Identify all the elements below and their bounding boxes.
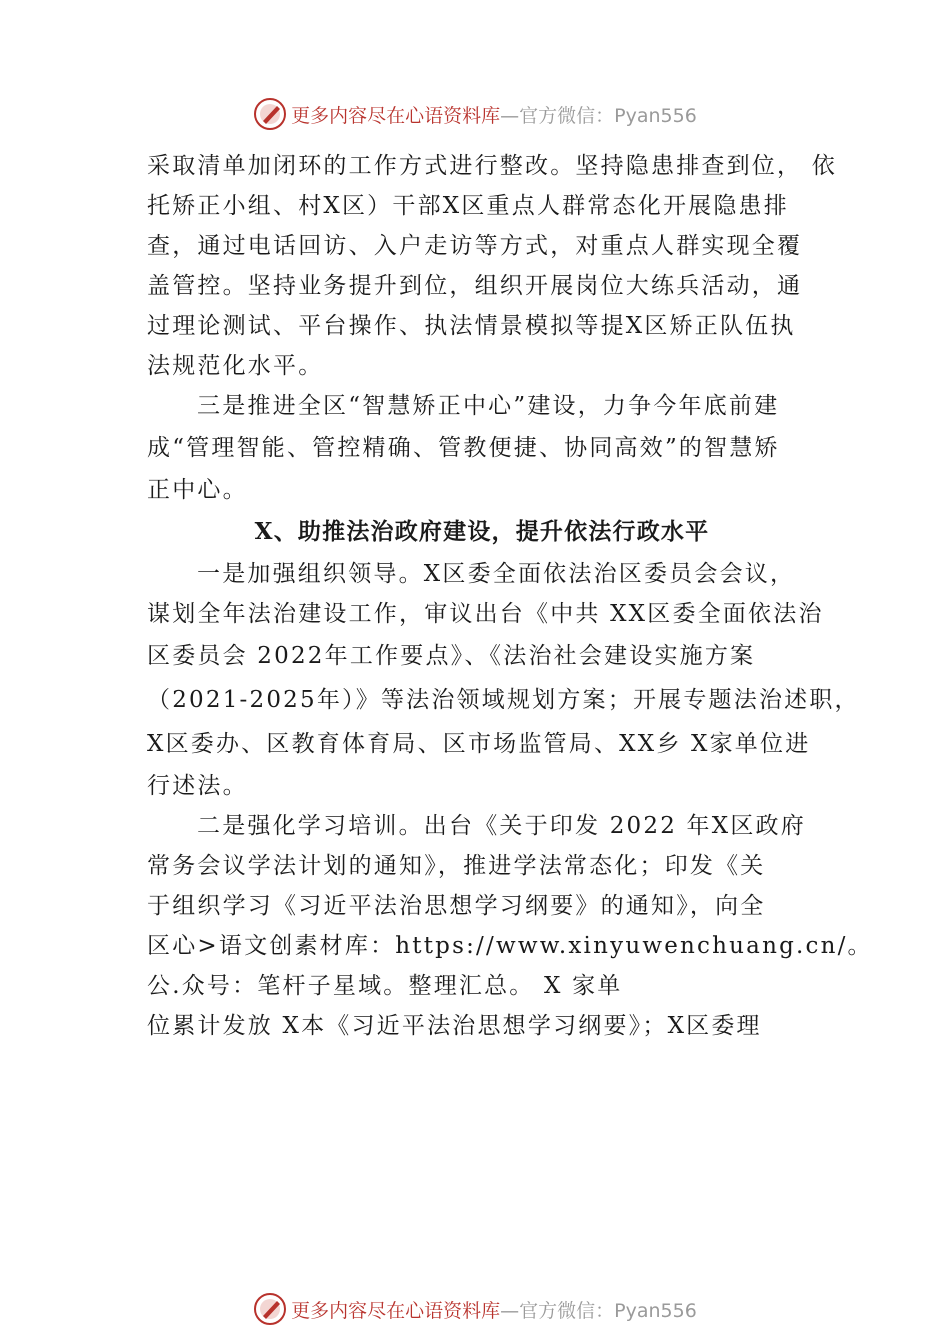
text-line: 查，通过电话回访、入户走访等方式，对重点人群实现全覆 — [147, 233, 803, 259]
text-line: 一是加强组织领导。X区委全面依法治区委员会会议， — [197, 561, 796, 587]
text-line: 谋划全年法治建设工作，审议出台《中共 XX区委全面依法治 — [147, 601, 824, 627]
text-line: 托矫正小组、村X区）干部X区重点人群常态化开展隐患排 — [147, 193, 789, 219]
banner-brand: 更多内容尽在心语资料库 — [291, 1299, 501, 1322]
text-line: 区委员会 2022年工作要点》、《法治社会建设实施方案 — [147, 643, 756, 669]
text-line: 于组织学习《习近平法治思想学习纲要》的通知》，向全 — [147, 893, 766, 919]
text-line: 过理论测试、平台操作、执法情景模拟等提X区矫正队伍执 — [147, 313, 796, 339]
text-line: 三是推进全区“智慧矫正中心”建设，力争今年底前建 — [197, 393, 780, 419]
text-line: 行述法。 — [147, 773, 248, 799]
text-line: 区心>语文创素材库：https://www.xinyuwenchuang.cn/。 — [147, 933, 873, 959]
text-line: 采取清单加闭环的工作方式进行整改。坚持隐患排查到位， 依 — [147, 153, 837, 179]
text-line: 二是强化学习培训。出台《关于印发 2022 年X区政府 — [197, 813, 806, 839]
section-heading: X、助推法治政府建设，提升依法行政水平 — [254, 518, 710, 545]
text-line: 正中心。 — [147, 477, 248, 503]
banner-wechat: —官方微信：Pyan556 — [500, 1299, 697, 1322]
text-line: 成“管理智能、管控精确、管教便捷、协同高效”的智慧矫 — [147, 435, 780, 461]
text-line: 公.众号：笔杆子星域。整理汇总。 X 家单 — [147, 973, 623, 999]
text-line: 盖管控。坚持业务提升到位，组织开展岗位大练兵活动，通 — [147, 273, 803, 299]
brand-logo-icon — [253, 97, 287, 131]
footer-watermark — [0, 1289, 950, 1329]
banner-wechat: —官方微信：Pyan556 — [500, 104, 697, 127]
brand-logo-icon — [253, 1292, 287, 1326]
text-line: 法规范化水平。 — [147, 353, 324, 379]
text-line: 位累计发放 X本《习近平法治思想学习纲要》；X区委理 — [147, 1013, 762, 1039]
document-body — [147, 146, 873, 1046]
header-watermark — [0, 94, 950, 134]
text-line: 常务会议学法计划的通知》，推进学法常态化；印发《关 — [147, 853, 766, 879]
banner-brand: 更多内容尽在心语资料库 — [291, 104, 501, 127]
text-line: X区委办、区教育体育局、区市场监管局、XX乡 X家单位进 — [147, 731, 811, 757]
text-line: （2021-2025年）》等法治领域规划方案；开展专题法治述职， — [147, 687, 860, 713]
